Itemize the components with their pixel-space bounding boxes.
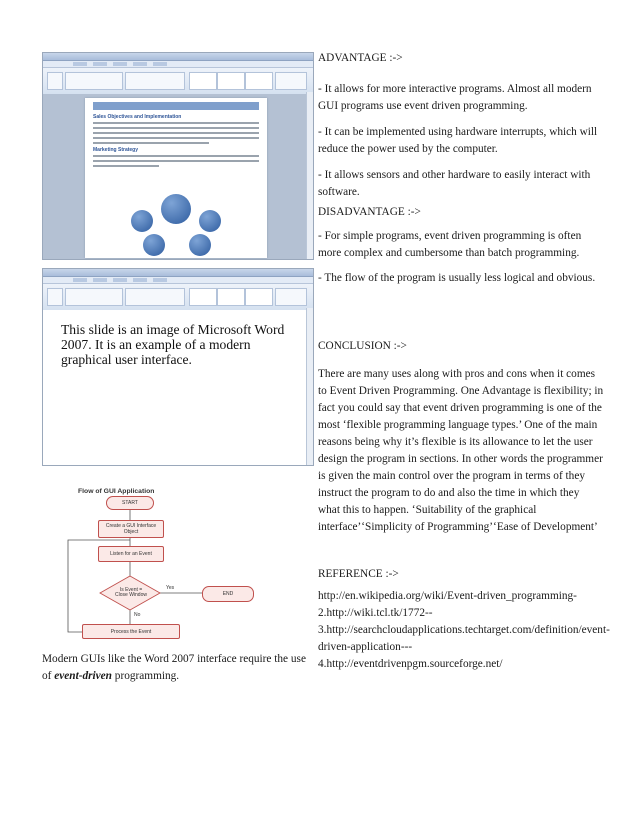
reference-link[interactable]: 4.http://eventdrivenpgm.sourceforge.net/ [318,658,503,670]
decision-label: Is Event = Close Window [115,587,147,598]
advantage-heading: ADVANTAGE :-> [318,52,403,64]
section-heading: Sales Objectives and Implementation [93,114,182,120]
advantage-item: - It allows sensors and other hardware to easily interact with software. [318,169,591,198]
start-node: START [106,496,154,510]
section-subheading: Marketing Strategy [93,147,139,153]
slide-text: This slide is an image of Microsoft Word 2007. It is an example of a modern graphical user interface. [61,322,285,367]
caption-emphasis: event-driven [54,670,112,682]
ribbon-tabs [43,61,313,68]
disadvantage-heading: DISADVANTAGE :-> [318,206,421,218]
diagram-node [199,210,221,232]
flowchart-title: Flow of GUI Application [78,488,155,495]
reference-link[interactable]: 3.http://searchcloudapplications.techtarget.com/definition/event-driven-application--- [318,624,610,653]
diagram-node-center [161,194,191,224]
word-screenshot-2 [42,268,314,466]
window-titlebar [43,53,313,61]
ribbon [43,68,313,95]
advantage-item: - It allows for more interactive programs. Almost all modern GUI programs use event driven programming. [318,83,592,112]
window-titlebar [43,269,313,277]
ribbon [43,284,313,311]
reference-list [318,588,610,673]
diagram-node [143,234,165,256]
diagram-node [189,234,211,256]
create-interface-step: Create a GUI Interface Object [98,520,164,538]
diagram-node [131,210,153,232]
listen-event-step: Listen for an Event [98,546,164,562]
figure-caption: Modern GUIs like the Word 2007 interface require the use of event-driven programming. [42,653,306,682]
reference-link[interactable]: http://en.wikipedia.org/wiki/Event-driven_programming- [318,590,577,602]
flowchart-connectors [42,484,314,644]
ribbon-tabs [43,277,313,284]
word-screenshot-1 [42,52,314,260]
end-node: END [202,586,254,602]
process-event-step: Process the Event [82,624,180,639]
no-label: No [134,612,141,618]
yes-label: Yes [166,585,175,591]
reference-link[interactable]: 2.http://wiki.tcl.tk/1772-- [318,607,433,619]
scrollbar [306,92,313,259]
document-page [85,98,267,258]
conclusion-heading: CONCLUSION :-> [318,340,407,352]
scrollbar [306,308,313,465]
disadvantage-item: - The flow of the program is usually less logical and obvious. [318,272,596,284]
conclusion-text: There are many uses along with pros and cons when it comes to Event Driven Programming. One Advantage is flexibility; in fact you could say that event driven programming is one of the most ‘flexible programming language types.’ One of the main reasons being why it’s flexible is its allowance to let the user design the program in sections. In other words the programmer is given the main control over the program in terms of they instruct the program to do and also the time in which they what this to happen. ‘Suitability of the graphical interface’‘Simplicity of Programming’‘Ease of Development’ [318,368,604,533]
reference-heading: REFERENCE :-> [318,568,399,580]
advantage-item: - It can be implemented using hardware interrupts, which will reduce the power used by the computer. [318,126,598,155]
disadvantage-item: - For simple programs, event driven programming is often more complex and cumbersome than batch programming. [318,230,582,259]
gui-flowchart [42,484,314,644]
